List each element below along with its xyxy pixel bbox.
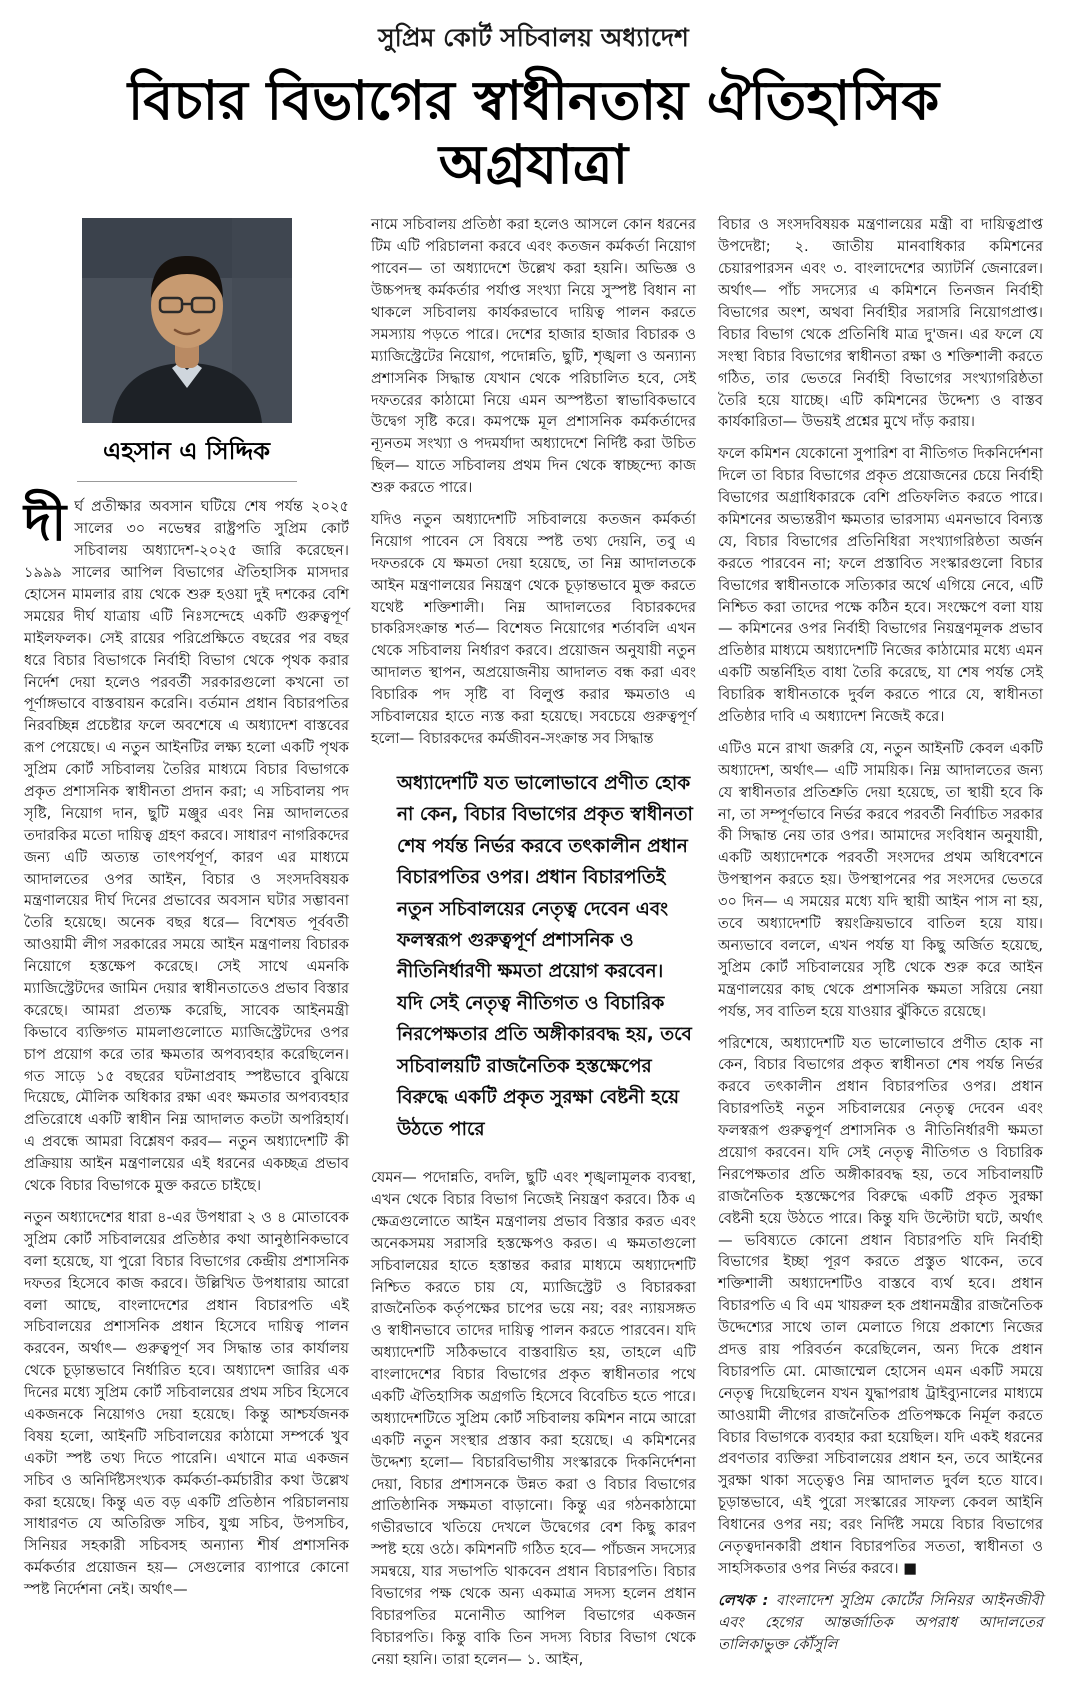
drop-cap: দী [24, 493, 67, 554]
body-paragraph: এটিও মনে রাখা জরুরি যে, নতুন আইনটি কেবল একটি অধ্যাদেশ, অর্থাৎ— এটি সাময়িক। নিম্ন আদালতের জন্য যে স্বাধীনতার প্রতিশ্রুতি দেয়া হয়েছে, তা স্থায়ী হবে কি না, তা সম্পূর্ণভাবে নির্ভর করবে পরবর্তী নির্বাচিত সরকার কী সিদ্ধান্ত নেয় তার ওপর। আমাদের সংবিধান অনুযায়ী, একটি অধ্যাদেশকে পরবর্তী সংসদের প্রথম অধিবেশনে উপস্থাপন করতে হয়। উপস্থাপনের পর সংসদের ভেতরে ৩০ দিন— এ সময়ের মধ্যে যদি স্থায়ী আইন পাস না হয়, তবে অধ্যাদেশটি স্বয়ংক্রিয়ভাবে বাতিল হয়ে যায়। অন্যভাবে বললে, এখন পর্যন্ত যা কিছু অর্জিত হয়েছে, সুপ্রিম কোর্ট সচিবালয়ের সৃষ্টি থেকে শুরু করে আইন মন্ত্রণালয়ের কাছ থেকে প্রশাসনিক ক্ষমতা সরিয়ে নেয়া পর্যন্ত, সব বাতিল হয়ে যাওয়ার ঝুঁকিতে রয়েছে। [718, 739, 1043, 1020]
body-paragraph [24, 493, 349, 1197]
author-photo [82, 218, 292, 423]
author-bio-text: বাংলাদেশ সুপ্রিম কোর্টের সিনিয়র আইনজীবী এবং হেগের আন্তর্জাতিক অপরাধ আদালতের তালিকাভুক্ত কৌঁসুলি [718, 1591, 1043, 1653]
body-paragraph: বিচার ও সংসদবিষয়ক মন্ত্রণালয়ের মন্ত্রী বা দায়িত্বপ্রাপ্ত উপদেষ্টা; ২. জাতীয় মানবাধিকার কমিশনের চেয়ারপারসন এবং ৩. বাংলাদেশের অ্যাটর্নি জেনারেল। অর্থাৎ— পাঁচ সদস্যের এ কমিশনে তিনজন নির্বাহী বিভাগের অংশ, অথবা নির্বাহীর সরাসরি নিয়োগপ্রাপ্ত। বিচার বিভাগ থেকে প্রতিনিধি মাত্র দু'জন। এর ফলে যে সংস্থা বিচার বিভাগের স্বাধীনতা রক্ষা ও শক্তিশালী করতে গঠিত, তার ভেতরে নির্বাহী বিভাগের সংখ্যাগরিষ্ঠতা তৈরি হয়ে যাচ্ছে। এটি কমিশনের উদ্দেশ্য ও বাস্তব কার্যকারিতা— উভয়ই প্রশ্নের মুখে দাঁড় করায়। [718, 216, 1043, 431]
headline: বিচার বিভাগের স্বাধীনতায় ঐতিহাসিক অগ্রযাত্রা [127, 69, 940, 196]
author-name: এহসান এ সিদ্দিক [77, 433, 297, 482]
body-paragraph: ফলে কমিশন যেকোনো সুপারিশ বা নীতিগত দিকনির্দেশনা দিলে তা বিচার বিভাগের প্রকৃত প্রয়োজনের চেয়ে নির্বাহী বিভাগের অগ্রাধিকারকে বেশি প্রতিফলিত করতে পারে। কমিশনের অভ্যন্তরীণ ক্ষমতার ভারসাম্য এমনভাবে বিন্যস্ত যে, বিচার বিভাগের প্রতিনিধিরা সংখ্যাগরিষ্ঠতা অর্জন করতে পারবেন না; ফলে প্রস্তাবিত সংস্কারগুলো বিচার বিভাগের স্বাধীনতাকে সত্যিকার অর্থে এগিয়ে নেবে, এটি নিশ্চিত করা তাদের পক্ষে কঠিন হবে। সংক্ষেপে বলা যায়— কমিশনের ওপর নির্বাহী বিভাগের নিয়ন্ত্রণমূলক প্রভাব প্রতিষ্ঠার মাধ্যমে অধ্যাদেশটি নিজের কাঠামোর মধ্যে এমন একটি অন্তর্নিহিত বাধা তৈরি করেছে, যা শেষ পর্যন্ত সেই বিচারিক স্বাধীনতাকে দুর্বল করতে পারে যে, স্বাধীনতা প্রতিষ্ঠার দাবি এ অধ্যাদেশ নিজেই করে। [718, 445, 1043, 726]
column-2 [371, 214, 696, 1680]
author-portrait-graphic [82, 218, 292, 423]
author-bio [718, 1590, 1043, 1656]
body-paragraph: যদিও নতুন অধ্যাদেশটি সচিবালয়ে কতজন কর্মকর্তা নিয়োগ পাবেন সে বিষয়ে স্পষ্ট তথ্য দেয়নি, তবু এ দফতরকে যে ক্ষমতা দেয়া হয়েছে, তা নিম্ন আদালতকে আইন মন্ত্রণালয়ের নিয়ন্ত্রণ থেকে চূড়ান্তভাবে মুক্ত করতে যথেষ্ট শক্তিশালী। নিম্ন আদালতের বিচারকদের চাকরিসংক্রান্ত শর্ত— বিশেষত নিয়োগের শর্তাবলি এখন থেকে সচিবালয় নির্ধারণ করবে। প্রয়োজন অনুযায়ী নতুন আদালত স্থাপন, অপ্রয়োজনীয় আদালত বন্ধ করা এবং বিচারিক পদ সৃষ্টি বা বিলুপ্ত করার ক্ষমতাও এ সচিবালয়ের হাতে ন্যস্ত করা হয়েছে। সবচেয়ে গুরুত্বপূর্ণ হলো— বিচারকদের কর্মজীবন-সংক্রান্ত সব সিদ্ধান্ত [371, 511, 696, 747]
column-1 [24, 214, 349, 1611]
body-paragraph: নতুন অধ্যাদেশের ধারা ৪-এর উপধারা ২ ও ৪ মোতাবেক সুপ্রিম কোর্ট সচিবালয়ের প্রতিষ্ঠার কথা আনুষ্ঠানিকভাবে বলা হয়েছে, যা পুরো বিচার বিভাগের কেন্দ্রীয় প্রশাসনিক দফতর হিসেবে কাজ করবে। উল্লিখিত উপধারায় আরো বলা আছে, বাংলাদেশের প্রধান বিচারপতি এই সচিবালয়ের প্রশাসনিক প্রধান হিসেবে দায়িত্ব পালন করবেন, অর্থাৎ— গুরুত্বপূর্ণ সব সিদ্ধান্ত তার কার্যালয় থেকে চূড়ান্তভাবে নির্ধারিত হবে। অধ্যাদেশ জারির এক দিনের মধ্যে সুপ্রিম কোর্ট সচিবালয়ের প্রথম সচিব হিসেবে একজনকে নিয়োগও দেয়া হয়েছে। কিন্তু আশ্চর্যজনক বিষয় হলো, আইনটি সচিবালয়ের কাঠামো সম্পর্কে খুব একটা স্পষ্ট তথ্য দিতে পারেনি। এখানে মাত্র একজন সচিব ও অনির্দিষ্টসংখ্যক কর্মকর্তা-কর্মচারীর কথা উল্লেখ করা হয়েছে। কিন্তু এত বড় একটি প্রতিষ্ঠান পরিচালনায় সাধারণত যে অতিরিক্ত সচিব, যুগ্ম সচিব, উপসচিব, সিনিয়র সহকারী সচিবসহ অন্যান্য শীর্ষ প্রশাসনিক কর্মকর্তার প্রয়োজন হয়— সেগুলোর ব্যাপারে কোনো স্পষ্ট নির্দেশনা নেই। অর্থাৎ— [24, 1208, 349, 1599]
body-paragraph: পরিশেষে, অধ্যাদেশটি যত ভালোভাবে প্রণীত হোক না কেন, বিচার বিভাগের প্রকৃত স্বাধীনতা শেষ পর্যন্ত নির্ভর করবে তৎকালীন প্রধান বিচারপতির ওপর। প্রধান বিচারপতিই নতুন সচিবালয়ের নেতৃত্ব দেবেন এবং ফলস্বরূপ গুরুত্বপূর্ণ প্রশাসনিক ও নীতিনির্ধারণী ক্ষমতা প্রয়োগ করবেন। যদি সেই নেতৃত্ব নীতিগত ও বিচারিক নিরপেক্ষতার প্রতি অঙ্গীকারবদ্ধ হয়, তবে সচিবালয়টি রাজনৈতিক হস্তক্ষেপের বিরুদ্ধে একটি প্রকৃত সুরক্ষা বেষ্টনী হয়ে উঠতে পারে। কিন্তু যদি উল্টোটা ঘটে, অর্থাৎ— ভবিষ্যতে কোনো প্রধান বিচারপতি যদি নির্বাহী বিভাগের ইচ্ছা পূরণ করতে প্রস্তুত থাকেন, তবে শক্তিশালী অধ্যাদেশটিও বাস্তবে ব্যর্থ হবে। প্রধান বিচারপতি এ বি এম খায়রুল হক প্রধানমন্ত্রীর রাজনৈতিক উদ্দেশ্যের সাথে তাল মেলাতে গিয়ে প্রকাশ্যে নিজের প্রদত্ত রায় পরিবর্তন করেছিলেন, অন্য দিকে প্রধান বিচারপতি মো. মোজাম্মেল হোসেন এমন একটি সময়ে নেতৃত্ব দিয়েছিলেন যখন যুদ্ধাপরাধ ট্রাইব্যুনালের মাধ্যমে আওয়ামী লীগের রাজনৈতিক প্রতিপক্ষকে নির্মূল করতে বিচার বিভাগকে ব্যবহার করা হয়েছিল। যদি একই ধরনের প্রবণতার ব্যক্তিরা সচিবালয়ের প্রধান হন, তবে আইনের সুরক্ষা থাকা সত্ত্বেও নিম্ন আদালত দুর্বল হতে যাবে। চূড়ান্তভাবে, এই পুরো সংস্কারের সাফল্য কেবল আইনি বিধানের ওপর নয়; বরং নির্দিষ্ট সময়ে বিচার বিভাগের নেতৃত্বদানকারী প্রধান বিচারপতির সততা, স্বাধীনতা ও সাহসিকতার ওপর নির্ভর করবে। ■ [718, 1034, 1043, 1577]
article-columns [24, 214, 1043, 1680]
kicker: সুপ্রিম কোর্ট সচিবালয় অধ্যাদেশ [378, 23, 689, 52]
column-3 [718, 214, 1043, 1655]
pull-quote: অধ্যাদেশটি যত ভালোভাবে প্রণীত হোক না কেন, বিচার বিভাগের প্রকৃত স্বাধীনতা শেষ পর্যন্ত নির্ভর করবে তৎকালীন প্রধান বিচারপতির ওপর। প্রধান বিচারপতিই নতুন সচিবালয়ের নেতৃত্ব দেবেন এবং ফলস্বরূপ গুরুত্বপূর্ণ প্রশাসনিক ও নীতিনির্ধারণী ক্ষমতা প্রয়োগ করবেন। যদি সেই নেতৃত্ব নীতিগত ও বিচারিক নিরপেক্ষতার প্রতি অঙ্গীকারবদ্ধ হয়, তবে সচিবালয়টি রাজনৈতিক হস্তক্ষেপের বিরুদ্ধে একটি প্রকৃত সুরক্ষা বেষ্টনী হয়ে উঠতে পারে [397, 772, 693, 1140]
author-block [24, 218, 349, 482]
body-paragraph: নামে সচিবালয় প্রতিষ্ঠা করা হলেও আসলে কোন ধরনের টিম এটি পরিচালনা করবে এবং কতজন কর্মকর্তা নিয়োগ পাবেন— তা অধ্যাদেশে উল্লেখ করা হয়নি। অভিজ্ঞ ও উচ্চপদস্থ কর্মকর্তার পর্যাপ্ত সংখ্যা নিয়ে সুস্পষ্ট বিধান না থাকলে সচিবালয় কার্যকরভাবে দায়িত্ব পালন করতে সমস্যায় পড়তে পারে। দেশের হাজার হাজার বিচারক ও ম্যাজিস্ট্রেটের নিয়োগ, পদোন্নতি, ছুটি, শৃঙ্খলা ও অন্যান্য প্রশাসনিক সিদ্ধান্ত যেখান থেকে পরিচালিত হবে, সেই দফতরের কাঠামো নিয়ে এমন অস্পষ্টতা স্বাভাবিকভাবে উদ্বেগ সৃষ্টি করে। কমপক্ষে মূল প্রশাসনিক কর্মকর্তাদের ন্যূনতম সংখ্যা ও পদমর্যাদা অধ্যাদেশে নির্দিষ্ট করা উচিত ছিল— যাতে সচিবালয় প্রথম দিন থেকে স্বাচ্ছন্দ্যে কাজ শুরু করতে পারে। [371, 216, 696, 497]
paragraph-text: র্ঘ প্রতীক্ষার অবসান ঘটিয়ে শেষ পর্যন্ত ২০২৫ সালের ৩০ নভেম্বর রাষ্ট্রপতি সুপ্রিম কোর্ট সচিবালয় অধ্যাদেশ-২০২৫ জারি করেছেন। ১৯৯৯ সালের আপিল বিভাগের ঐতিহাসিক মাসদার হোসেন মামলার রায় থেকে শুরু হওয়া দুই দশকের বেশি সময়ের দীর্ঘ যাত্রায় এটি নিঃসন্দেহে একটি গুরুত্বপূর্ণ মাইলফলক। সেই রায়ের পরিপ্রেক্ষিতে বছরের পর বছর ধরে বিচার বিভাগকে নির্বাহী বিভাগ থেকে পৃথক করার নির্দেশ দেয়া হলেও পরবর্তী সরকারগুলো কখনো তা পূর্ণাঙ্গভাবে বাস্তবায়ন করেনি। বর্তমান প্রধান বিচারপতির নিরবচ্ছিন্ন প্রচেষ্টার ফলে অবশেষে এ অধ্যাদেশ বাস্তবের রূপ পেয়েছে। এ নতুন আইনটির লক্ষ্য হলো একটি পৃথক সুপ্রিম কোর্ট সচিবালয় তৈরির মাধ্যমে বিচার বিভাগকে প্রকৃত প্রশাসনিক স্বাধীনতা প্রদান করা; এ সচিবালয় পদ সৃষ্টি, নিয়োগ দান, ছুটি মঞ্জুর এবং নিম্ন আদালতের তদারকির মতো দায়িত্ব গ্রহণ করবে। সাধারণ নাগরিকদের জন্য এটি অত্যন্ত তাৎপর্যপূর্ণ, কারণ এর মাধ্যমে আদালতের ওপর আইন, বিচার ও সংসদবিষয়ক মন্ত্রণালয়ের দীর্ঘ দিনের প্রভাবের অবসান ঘটার সম্ভাবনা তৈরি হয়েছে। অনেক বছর ধরে— বিশেষত পূর্ববর্তী আওয়ামী লীগ সরকারের সময়ে আইন মন্ত্রণালয় বিচারক নিয়োগে হস্তক্ষেপ করেছে। সেই সাথে এমনকি ম্যাজিস্ট্রেটদের জামিন দেয়ার স্বাধীনতাতেও প্রভাব বিস্তার করেছে। আমরা প্রত্যক্ষ করেছি, সাবেক আইনমন্ত্রী কিভাবে ব্যক্তিগত মামলাগুলোতে ম্যাজিস্ট্রেটদের ওপর চাপ প্রয়োগ করে তার ক্ষমতার অপব্যবহার করেছিলেন। গত সাড়ে ১৫ বছরের ঘটনাপ্রবাহ স্পষ্টভাবে বুঝিয়ে দিয়েছে, মৌলিক অধিকার রক্ষা এবং ক্ষমতার অপব্যবহার প্রতিরোধে একটি স্বাধীন নিম্ন আদালত কতটা অপরিহার্য। এ প্রবন্ধে আমরা বিশ্লেষণ করব— নতুন অধ্যাদেশটি কী প্রক্রিয়ায় আইন মন্ত্রণালয়ের এই ধরনের একচ্ছত্র প্রভাব থেকে বিচার বিভাগকে মুক্ত করতে চাইছে। [24, 498, 349, 1195]
body-paragraph: যেমন— পদোন্নতি, বদলি, ছুটি এবং শৃঙ্খলামূলক ব্যবস্থা, এখন থেকে বিচার বিভাগ নিজেই নিয়ন্ত্রণ করবে। ঠিক এ ক্ষেত্রগুলোতে আইন মন্ত্রণালয় প্রভাব বিস্তার করত এবং অনেকসময় সরাসরি হস্তক্ষেপও করত। এ ক্ষমতাগুলো সচিবালয়ের হাতে হস্তান্তর করার মাধ্যমে অধ্যাদেশটি নিশ্চিত করতে চায় যে, ম্যাজিস্ট্রেট ও বিচারকরা রাজনৈতিক কর্তৃপক্ষের চাপের ভয়ে নয়; বরং ন্যায়সঙ্গত ও স্বাধীনভাবে তাদের দায়িত্ব পালন করতে পারবেন। যদি অধ্যাদেশটি সঠিকভাবে বাস্তবায়িত হয়, তাহলে এটি বাংলাদেশের বিচার বিভাগের প্রকৃত স্বাধীনতার পথে একটি ঐতিহাসিক অগ্রগতি হিসেবে বিবেচিত হতে পারে। অধ্যাদেশটিতে সুপ্রিম কোর্ট সচিবালয় কমিশন নামে আরো একটি নতুন সংস্থার প্রস্তাব করা হয়েছে। এ কমিশনের উদ্দেশ্য হলো— বিচারবিভাগীয় সংস্কারকে দিকনির্দেশনা দেয়া, বিচার প্রশাসনকে উন্নত করা ও বিচার বিভাগের প্রাতিষ্ঠানিক সক্ষমতা বাড়ানো। কিন্তু এর গঠনকাঠামো গভীরভাবে খতিয়ে দেখলে উদ্বেগের বেশ কিছু কারণ স্পষ্ট হয়ে ওঠে। কমিশনটি গঠিত হবে— পাঁচজন সদস্যের সমন্বয়ে, যার সভাপতি থাকবেন প্রধান বিচারপতি। বিচার বিভাগের পক্ষ থেকে অন্য একমাত্র সদস্য হলেন প্রধান বিচারপতির মনোনীত আপিল বিভাগের একজন বিচারপতি। কিন্তু বাকি তিন সদস্য বিচার বিভাগ থেকে নেয়া হয়নি। তারা হলেন— ১. আইন, [371, 1169, 696, 1668]
author-bio-label: লেখক : [718, 1591, 769, 1609]
